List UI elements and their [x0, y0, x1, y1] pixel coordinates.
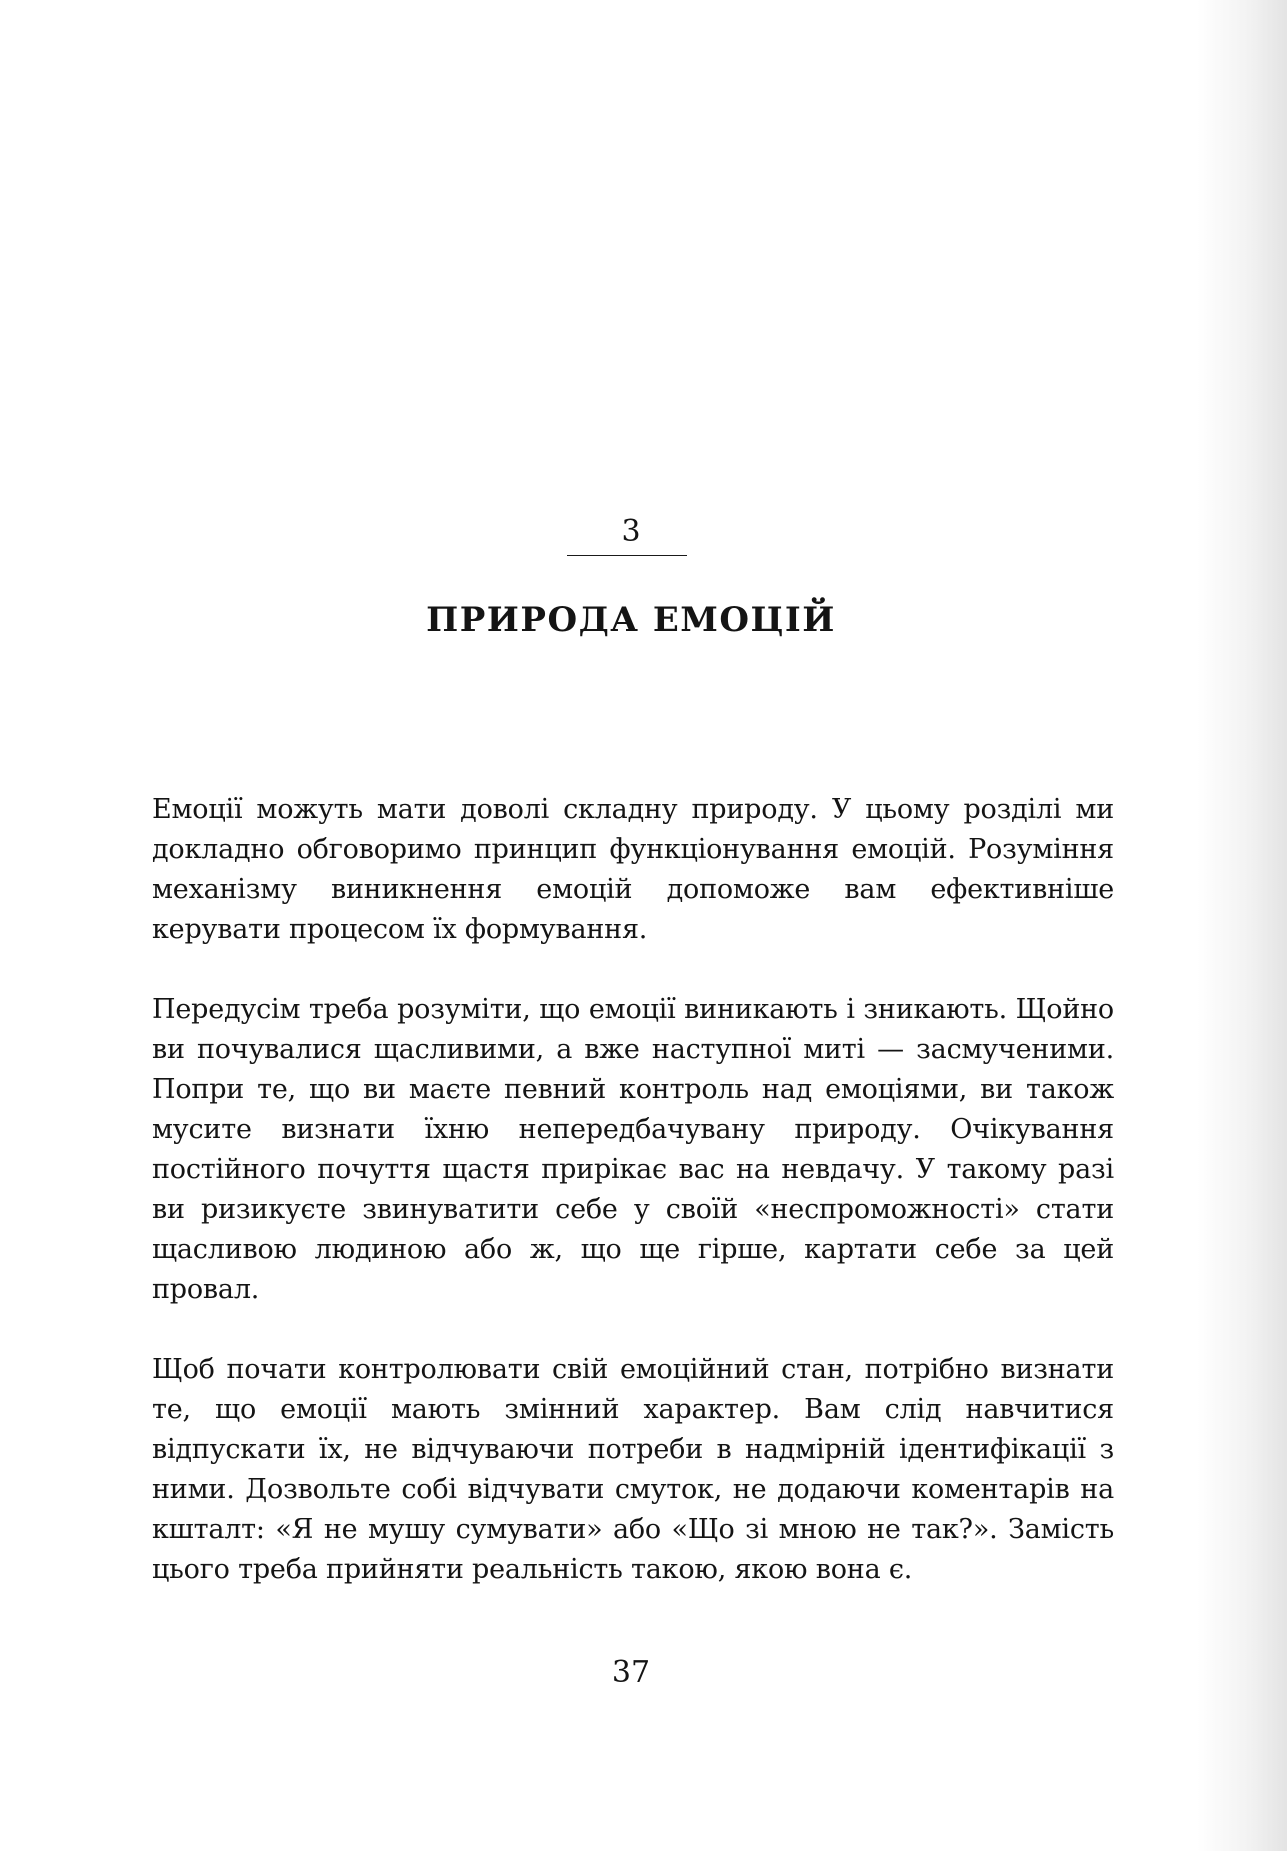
chapter-number: 3 — [621, 514, 641, 549]
page-number: 37 — [611, 1655, 651, 1690]
paragraph: Щоб почати контролювати свій емоційний стан, потрібно визнати те, що емоції мають змінний характер. Вам слід навчитися відпускати їх, не відчуваючи потреби в надмірній ідентифікації з ними. Дозвольте собі відчувати смуток, не додаючи коментарів на кшталт: «Я не мушу сумувати» або «Що зі мною не так?». Замість цього треба прийняти реальність такою, якою вона є. — [152, 1354, 1114, 1585]
page-edge-shadow — [1197, 0, 1287, 1851]
chapter-title: ПРИРОДА ЕМОЦІЙ — [426, 600, 836, 640]
chapter-divider — [567, 555, 687, 556]
paragraph: Емоції можуть мати доволі складну природу. У цьому розділі ми докладно обговоримо принцип функціонування емоцій. Розуміння механізму виникнення емоцій допоможе вам ефективніше керувати процесом їх формування. — [152, 794, 1114, 945]
chapter-body — [152, 790, 1114, 1630]
paragraph: Передусім треба розуміти, що емоції виникають і зникають. Щойно ви почувалися щасливими, а вже наступної миті — засмученими. Попри те, що ви маєте певний контроль над емоціями, ви також мусите визнати їхню непередбачувану природу. Очікування постійного почуття щастя прирікає вас на невдачу. У такому разі ви ризикуєте звинуватити себе у своїй «неспроможності» стати щасливою людиною або ж, що ще гірше, картати себе за цей провал. — [152, 994, 1114, 1305]
